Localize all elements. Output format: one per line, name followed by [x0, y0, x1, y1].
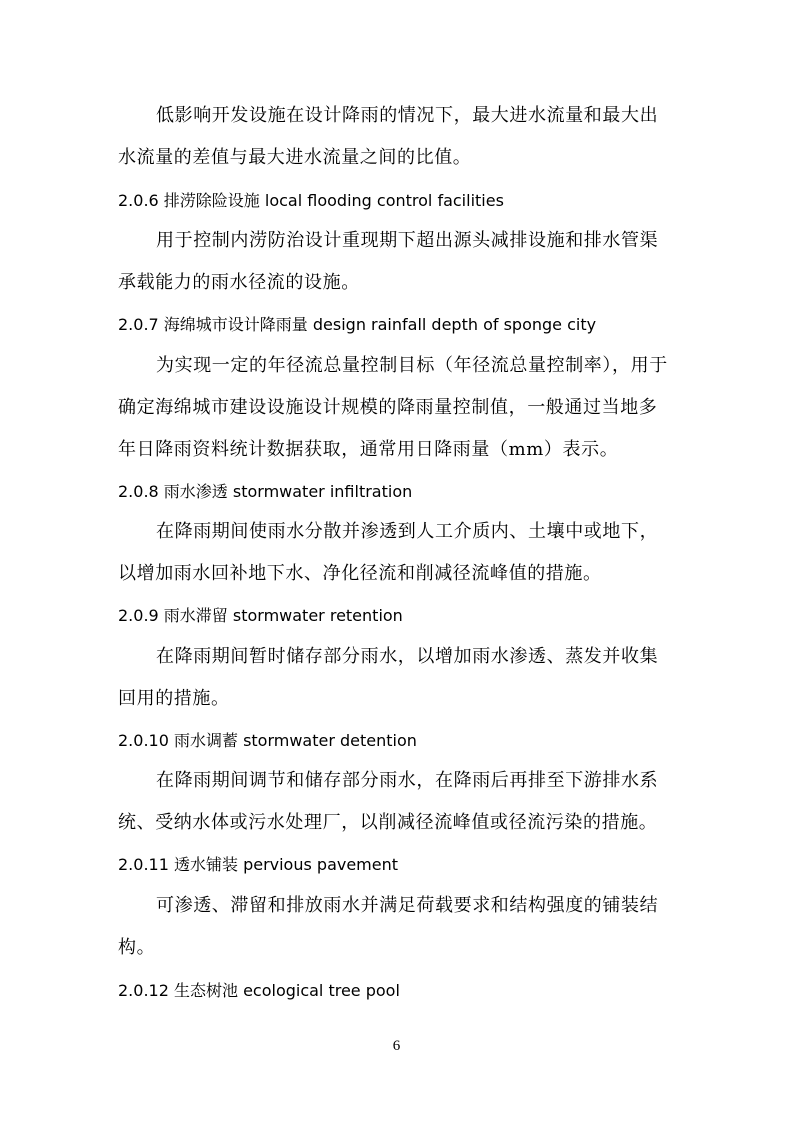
- body-text-line: 以增加雨水回补地下水、净化径流和削减径流峰值的措施。: [118, 563, 602, 584]
- section-heading-2-0-9: 2.0.9 雨水滞留 stormwater retention: [118, 606, 403, 625]
- section-heading-2-0-12: 2.0.12 生态树池 ecological tree pool: [118, 981, 400, 1000]
- body-text-line: 构。: [118, 937, 156, 958]
- body-text-line: 承载能力的雨水径流的设施。: [118, 272, 360, 293]
- body-text-line: 为实现一定的年径流总量控制目标（年径流总量控制率），用于: [156, 355, 668, 376]
- body-text-line: 可渗透、滞留和排放雨水并满足荷载要求和结构强度的铺装结: [156, 895, 659, 916]
- page-number: 6: [392, 1038, 401, 1054]
- section-heading-2-0-6: 2.0.6 排涝除险设施 local flooding control facilities: [118, 191, 504, 210]
- body-text-line: 低影响开发设施在设计降雨的情况下，最大进水流量和最大出: [156, 105, 659, 126]
- body-text-line: 确定海绵城市建设设施设计规模的降雨量控制值，一般通过当地多: [118, 397, 658, 418]
- section-heading-2-0-11: 2.0.11 透水铺装 pervious pavement: [118, 855, 399, 874]
- section-heading-2-0-10: 2.0.10 雨水调蓄 stormwater detention: [118, 731, 417, 750]
- body-text-line: 回用的措施。: [118, 688, 230, 709]
- body-text-line: 在降雨期间暂时储存部分雨水，以增加雨水渗透、蒸发并收集: [156, 646, 659, 667]
- body-text-line: 在降雨期间调节和储存部分雨水，在降雨后再排至下游排水系: [156, 770, 659, 791]
- body-text-line: 年日降雨资料统计数据获取，通常用日降雨量（mm）表示。: [118, 439, 619, 460]
- section-heading-2-0-7: 2.0.7 海绵城市设计降雨量 design rainfall depth of sponge city: [118, 315, 597, 334]
- body-text-line: 统、受纳水体或污水处理厂，以削减径流峰值或径流污染的措施。: [118, 812, 658, 833]
- body-text-line: 在降雨期间使雨水分散并渗透到人工介质内、土壤中或地下，: [156, 521, 659, 542]
- body-text-line: 用于控制内涝防治设计重现期下超出源头减排设施和排水管渠: [156, 230, 659, 251]
- body-text-line: 水流量的差值与最大进水流量之间的比值。: [118, 147, 472, 168]
- section-heading-2-0-8: 2.0.8 雨水渗透 stormwater infiltration: [118, 482, 413, 501]
